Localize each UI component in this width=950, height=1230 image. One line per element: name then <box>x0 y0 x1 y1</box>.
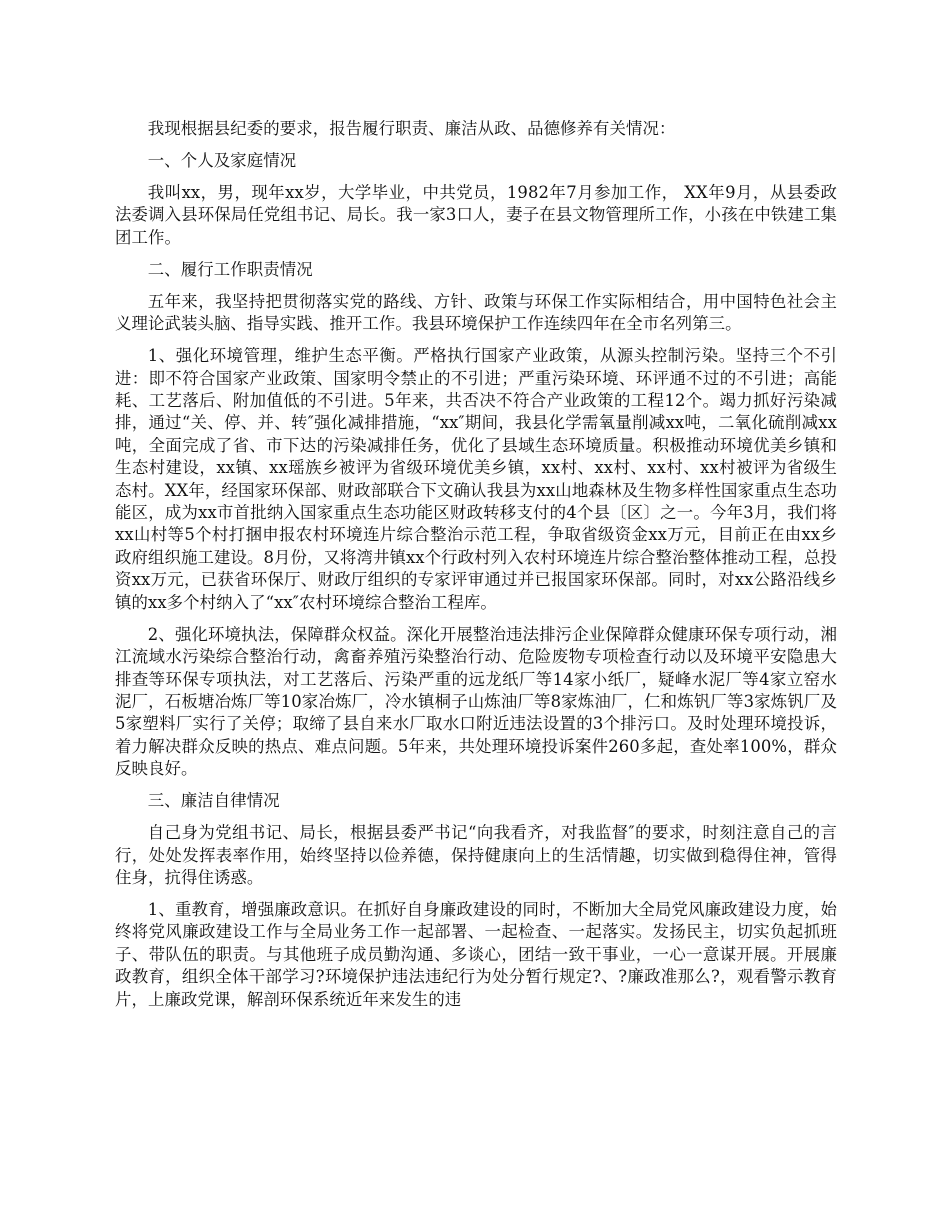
section-heading: 三、廉洁自律情况 <box>147 791 280 811</box>
paragraph: 1、强化环境管理，维护生态平衡。严格执行国家产业政策，从源头控制污染。坚持三个不引进：即不符合国家产业政策、国家明令禁止的不引进；严重污染环境、环评通不过的不引进；高能耗、工艺落后、附加值低的不引进。5年来，共否决不符合产业政策的工程12个。竭力抓好污染减排，通过“关、停、并、转″强化减排措施，“xx″期间，我县化学需氧量削减xx吨，二氧化硫削减xx吨，全面完成了省、市下达的污染减排任务，优化了县域生态环境质量。积极推动环境优美乡镇和生态村建设，xx镇、xx瑶族乡被评为省级环境优美乡镇，xx村、xx村、xx村、xx村被评为省级生态村。XX年，经国家环保部、财政部联合下文确认我县为xx山地森林及生物多样性国家重点生态功能区，成为xx市首批纳入国家重点生态功能区财政转移支付的4个县〔区〕之一。今年3月，我们将xx山村等5个村打捆申报农村环境连片综合整治示范工程，争取省级资金xx万元，目前正在由xx乡政府组织施工建设。8月份，又将湾井镇xx个行政村列入农村环境连片综合整治整体推动工程，总投资xx万元，已获省环保厅、财政厅组织的专家评审通过并已报国家环保部。同时，对xx公路沿线乡镇的xx多个村纳入了“xx″农村环境综合整治工程库。 <box>115 346 837 612</box>
paragraph: 1、重教育，增强廉政意识。在抓好自身廉政建设的同时，不断加大全局党风廉政建设力度，始终将党风廉政建设工作与全局业务工作一起部署、一起检查、一起落实。发扬民主，切实负起抓班子、带队伍的职责。与其他班子成员勤沟通、多谈心，团结一致干事业，一心一意谋开展。开展廉政教育，组织全体干部学习?环境保护违法违纪行为处分暂行规定?、?廉政准那么?，观看警示教育片，上廉政党课，解剖环保系统近年来发生的违 <box>115 899 837 1009</box>
paragraph: 五年来，我坚持把贯彻落实党的路线、方针、政策与环保工作实际相结合，用中国特色社会主义理论武装头脑、指导实践、推开工作。我县环境保护工作连续四年在全市名列第三。 <box>115 291 837 334</box>
paragraph: 2、强化环境执法，保障群众权益。深化开展整治违法排污企业保障群众健康环保专项行动，湘江流域水污染综合整治行动，禽畜养殖污染整治行动、危险废物专项检查行动以及环境平安隐患大排查等环保专项执法，对工艺落后、污染严重的远龙纸厂等14家小纸厂，疑峰水泥厂等4家立窑水泥厂，石板塘冶炼厂等10家冶炼厂，冷水镇桐子山炼油厂等8家炼油厂，仁和炼钒厂等3家炼钒厂及5家塑料厂实行了关停；取缔了县自来水厂取水口附近违法设置的3个排污口。及时处理环境投诉，着力解决群众反映的热点、难点问题。5年来，共处理环境投诉案件260多起，查处率100%，群众反映良好。 <box>115 624 837 779</box>
document-body <box>115 118 837 1021</box>
section-heading: 一、个人及家庭情况 <box>147 151 297 170</box>
section-heading: 二、履行工作职责情况 <box>147 259 313 279</box>
paragraph: 自己身为党组书记、局长，根据县委严书记“向我看齐，对我监督″的要求，时刻注意自己的言行，处处发挥表率作用，始终坚持以俭养德，保持健康向上的生活情趣，切实做到稳得住神，管得住身，抗得住诱惑。 <box>115 823 837 887</box>
paragraph: 我现根据县纪委的要求，报告履行职责、廉洁从政、品德修养有关情况： <box>147 119 676 138</box>
paragraph: 我叫xx，男，现年xx岁，大学毕业，中共党员，1982年7月参加工作， XX年9月，从县委政法委调入县环保局任党组书记、局长。我一家3口人，妻子在县文物管理所工作，小孩在中铁建工集团工作。 <box>115 183 837 247</box>
